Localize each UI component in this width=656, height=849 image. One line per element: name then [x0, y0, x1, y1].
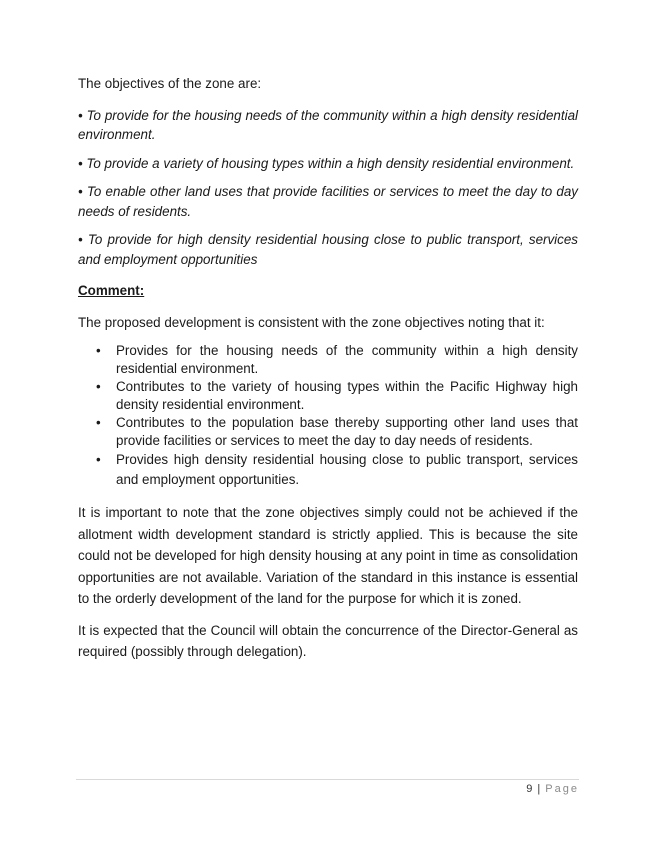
body-paragraph: It is expected that the Council will obtain the concurrence of the Director-General as required (possibly through delegation).	[78, 622, 578, 659]
list-item	[78, 414, 578, 450]
comment-heading: Comment:	[78, 283, 145, 298]
page-number	[526, 783, 579, 795]
page-number-separator: |	[537, 783, 541, 795]
list-item	[78, 378, 578, 414]
document-page	[78, 74, 578, 663]
objective-item: • To enable other land uses that provide facilities or services to meet the day to day needs of residents.	[78, 184, 578, 219]
comment-intro: The proposed development is consistent with the zone objectives noting that it:	[78, 314, 545, 330]
page-footer	[76, 779, 579, 795]
list-item-text: Provides high density residential housing close to public transport, services and employment opportunities.	[116, 452, 578, 487]
comment-points-list	[78, 342, 578, 490]
list-item-text: Provides for the housing needs of the community within a high density residential environment.	[116, 343, 578, 376]
bullet-icon: •	[96, 415, 101, 430]
objective-item: • To provide a variety of housing types within a high density residential environment.	[78, 155, 575, 171]
page-label: Page	[545, 783, 579, 795]
bullet-icon: •	[96, 452, 101, 467]
list-item	[78, 342, 578, 378]
body-paragraph: It is important to note that the zone objectives simply could not be achieved if the allotment width development standard is strictly applied. This is because the site could not be developed for high density housing at any point in time as consolidation opportunities are not available. Variation of the standard in this instance is essential to the orderly development of the land for the purpose for which it is zoned.	[78, 505, 578, 606]
bullet-icon: •	[96, 343, 101, 358]
bullet-icon: •	[96, 379, 101, 394]
list-item-text: Contributes to the variety of housing types within the Pacific Highway high density residential environment.	[116, 379, 578, 412]
objectives-intro: The objectives of the zone are:	[78, 76, 262, 91]
page-number-value: 9	[526, 783, 533, 795]
list-item	[78, 450, 578, 490]
list-item-text: Contributes to the population base thereby supporting other land uses that provide facilities or services to meet the day to day needs of residents.	[116, 415, 578, 448]
objective-item: • To provide for the housing needs of the community within a high density residential environment.	[78, 107, 578, 142]
objective-item: • To provide for high density residential housing close to public transport, services and employment opportunities	[78, 232, 578, 267]
